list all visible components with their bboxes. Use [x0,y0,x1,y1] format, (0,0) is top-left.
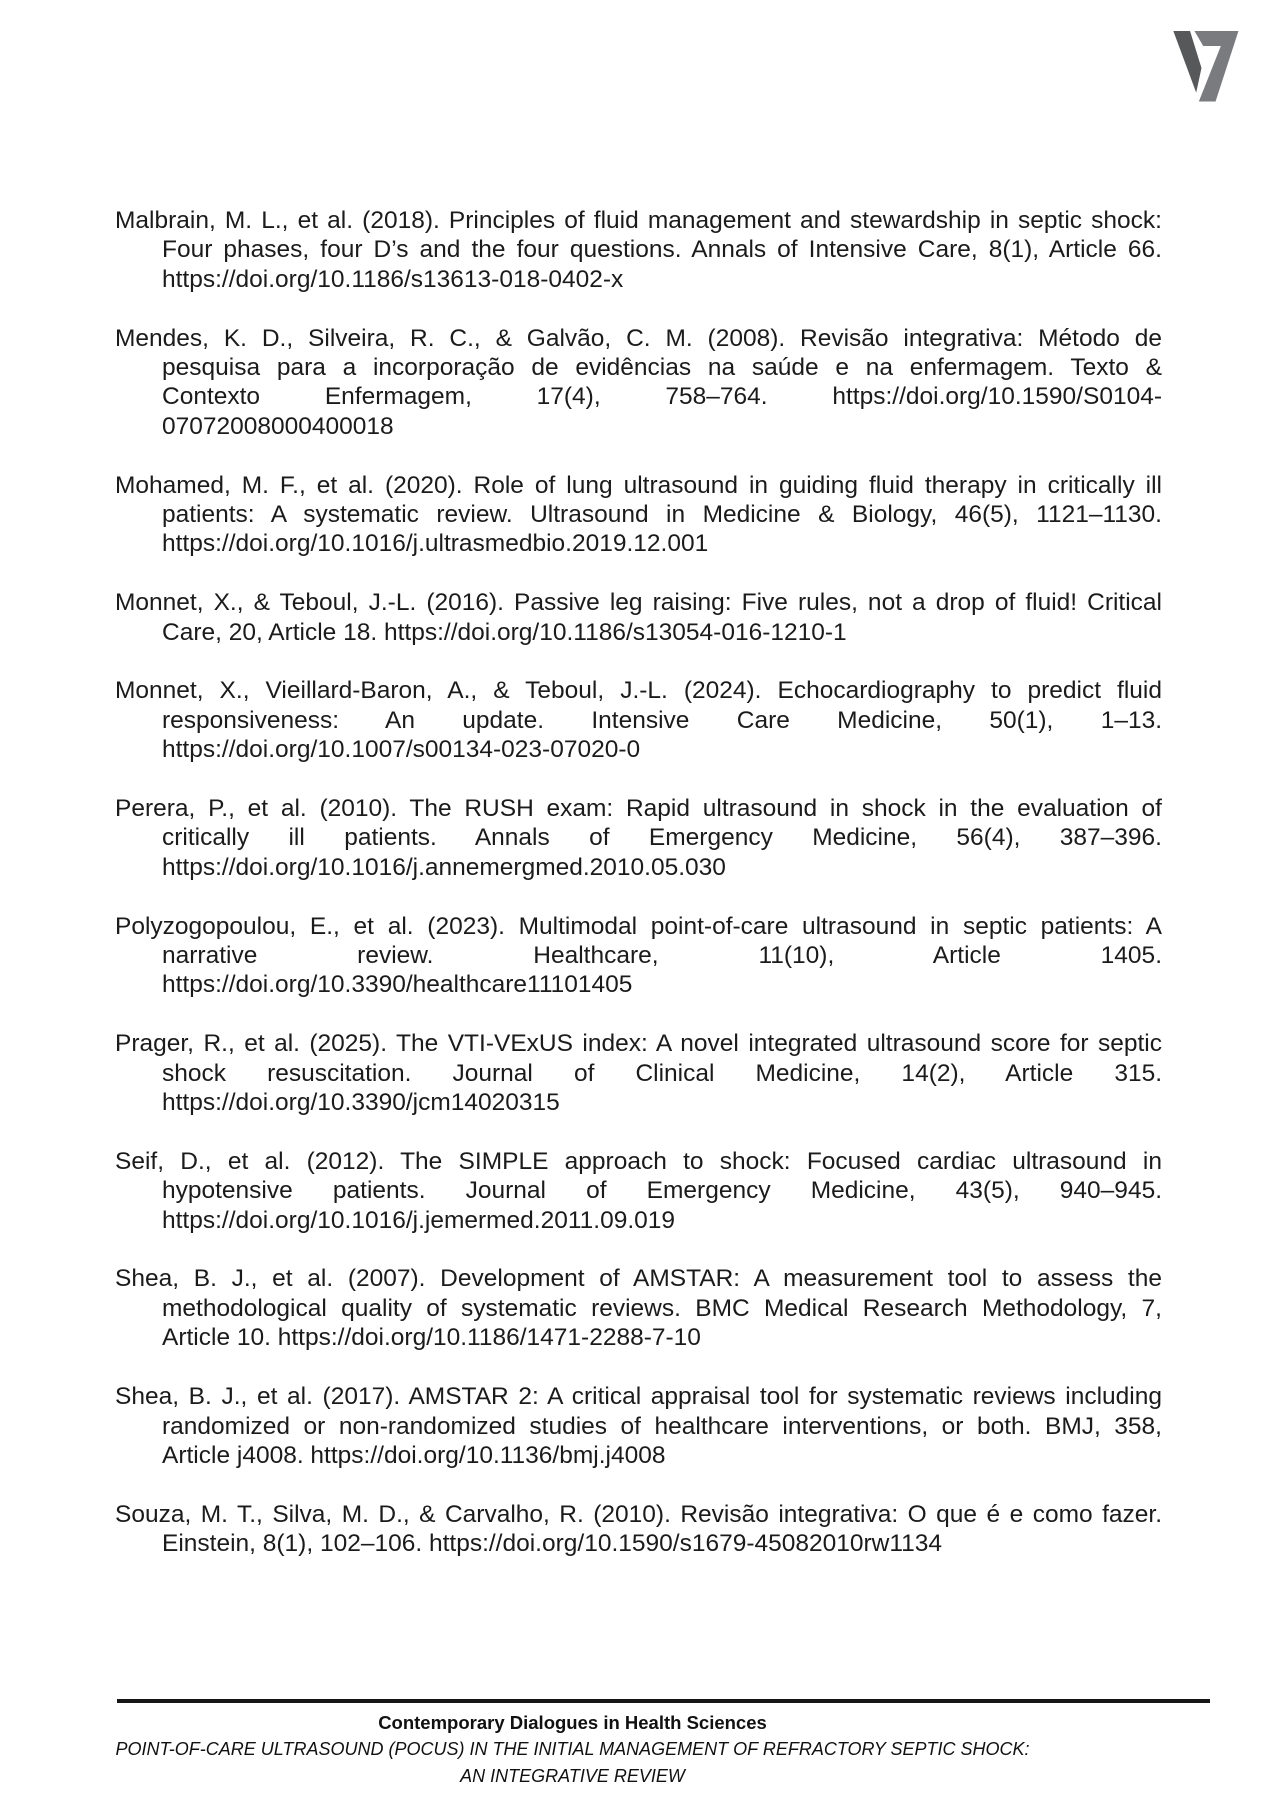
reference-line: critically ill patients. Annals of Emergency Medicine, 56(4), 387–396. [162,824,1162,852]
page-footer [115,1709,1030,1789]
reference-line: Mohamed, M. F., et al. (2020). Role of lung ultrasound in guiding fluid therapy in critically ill [115,471,1162,499]
reference-line: Monnet, X., & Teboul, J.-L. (2016). Passive leg raising: Five rules, not a drop of fluid! Critical [115,589,1162,617]
reference-line: Monnet, X., Vieillard-Baron, A., & Teboul, J.-L. (2024). Echocardiography to predict fluid [115,677,1162,705]
reference-line: Four phases, four D’s and the four questions. Annals of Intensive Care, 8(1), Article 66. [162,236,1162,264]
reference-entry [115,324,1162,442]
reference-entry [115,676,1162,764]
reference-entry [115,1029,1162,1117]
v7-logo-icon [1161,24,1249,112]
reference-line: https://doi.org/10.1007/s00134-023-07020-0 [162,736,641,764]
reference-line: methodological quality of systematic reviews. BMC Medical Research Methodology, 7, [162,1294,1162,1322]
reference-line: 07072008000400018 [162,412,394,440]
footer-divider [117,1699,1210,1703]
reference-line: patients: A systematic review. Ultrasound in Medicine & Biology, 46(5), 1121–1130. [162,501,1162,529]
reference-line: randomized or non-randomized studies of healthcare interventions, or both. BMJ, 358, [162,1412,1162,1440]
reference-line: Shea, B. J., et al. (2017). AMSTAR 2: A critical appraisal tool for systematic reviews including [115,1383,1162,1411]
reference-line: pesquisa para a incorporação de evidências na saúde e na enfermagem. Texto & [162,354,1162,382]
reference-line: responsiveness: An update. Intensive Care Medicine, 50(1), 1–13. [162,706,1162,734]
reference-entry [115,794,1162,882]
reference-entry [115,912,1162,1000]
footer-journal-title: Contemporary Dialogues in Health Sciences [378,1712,767,1733]
footer-article-title: POINT-OF-CARE ULTRASOUND (POCUS) IN THE INITIAL MANAGEMENT OF REFRACTORY SEPTIC SHOCK: AN INTEGRATIVE REVIEW [115,1739,1030,1786]
reference-entry [115,1264,1162,1352]
reference-entry [115,206,1162,294]
reference-line: Article 10. https://doi.org/10.1186/1471-2288-7-10 [162,1324,701,1352]
reference-entry [115,1382,1162,1470]
reference-line: shock resuscitation. Journal of Clinical Medicine, 14(2), Article 315. [162,1059,1162,1087]
reference-line: hypotensive patients. Journal of Emergency Medicine, 43(5), 940–945. [162,1177,1162,1205]
reference-line: Contexto Enfermagem, 17(4), 758–764. https://doi.org/10.1590/S0104- [162,383,1162,411]
reference-line: Souza, M. T., Silva, M. D., & Carvalho, R. (2010). Revisão integrativa: O que é e como fazer. [115,1500,1162,1528]
reference-line: https://doi.org/10.1186/s13613-018-0402-x [162,265,624,293]
reference-line: https://doi.org/10.1016/j.annemergmed.2010.05.030 [162,853,726,881]
reference-line: Mendes, K. D., Silveira, R. C., & Galvão, C. M. (2008). Revisão integrativa: Método de [115,324,1162,352]
reference-line: narrative review. Healthcare, 11(10), Article 1405. [162,942,1162,970]
reference-line: https://doi.org/10.3390/healthcare11101405 [162,971,633,999]
reference-entry [115,471,1162,559]
reference-entry [115,1500,1162,1559]
reference-line: Article j4008. https://doi.org/10.1136/bmj.j4008 [162,1441,666,1469]
reference-line: Seif, D., et al. (2012). The SIMPLE approach to shock: Focused cardiac ultrasound in [115,1147,1162,1175]
reference-line: Shea, B. J., et al. (2007). Development of AMSTAR: A measurement tool to assess the [115,1265,1162,1293]
references-list [115,206,1162,1588]
reference-line: Perera, P., et al. (2010). The RUSH exam: Rapid ultrasound in shock in the evaluation of [115,795,1162,823]
reference-line: Malbrain, M. L., et al. (2018). Principles of fluid management and stewardship in septic shock: [115,207,1162,234]
reference-entry [115,1147,1162,1235]
reference-line: https://doi.org/10.3390/jcm14020315 [162,1089,560,1117]
reference-line: Einstein, 8(1), 102–106. https://doi.org/10.1590/s1679-45082010rw1134 [162,1530,943,1558]
reference-line: https://doi.org/10.1016/j.jemermed.2011.09.019 [162,1206,676,1234]
reference-line: Care, 20, Article 18. https://doi.org/10.1186/s13054-016-1210-1 [162,618,847,646]
reference-line: Polyzogopoulou, E., et al. (2023). Multimodal point-of-care ultrasound in septic patients: A [115,912,1162,940]
reference-entry [115,588,1162,647]
reference-line: Prager, R., et al. (2025). The VTI-VExUS index: A novel integrated ultrasound score for septic [115,1030,1162,1058]
reference-line: https://doi.org/10.1016/j.ultrasmedbio.2019.12.001 [162,530,709,558]
